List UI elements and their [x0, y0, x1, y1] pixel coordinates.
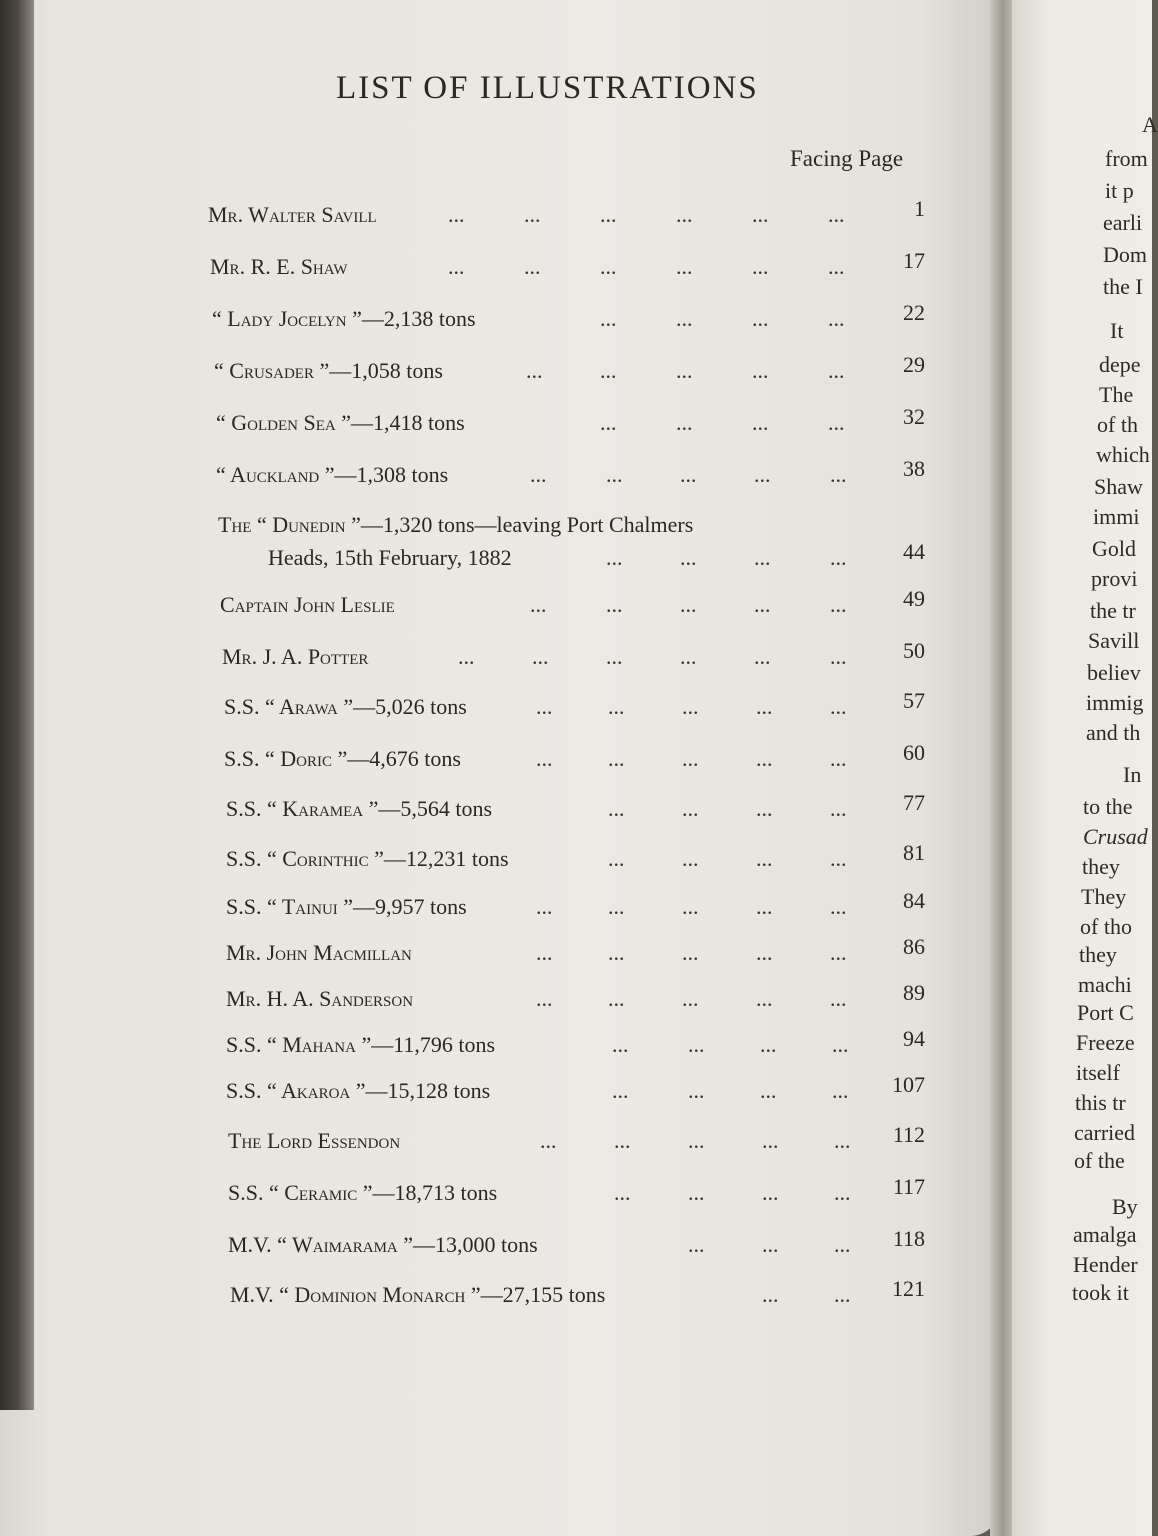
- entry-caption: [222, 642, 368, 672]
- entry-page-number: 117: [892, 1174, 925, 1199]
- leader-dots: ...: [600, 306, 617, 331]
- right-page-text-fragment: carried: [1074, 1120, 1136, 1145]
- leader-dots: ...: [448, 254, 465, 279]
- leader-dots: ...: [540, 1128, 557, 1153]
- leader-dots: ...: [754, 545, 771, 570]
- leader-dots: ...: [762, 1282, 779, 1307]
- entry-page-number: 22: [903, 300, 925, 325]
- entry-caption: [228, 1230, 538, 1260]
- entry-title: Golden Sea: [225, 410, 336, 435]
- entry-caption: [226, 984, 413, 1014]
- illustration-entry: [0, 1072, 1000, 1106]
- leader-dots: ...: [760, 1078, 777, 1103]
- leader-dots: ...: [754, 462, 771, 487]
- entry-prefix: Mr.: [210, 254, 246, 279]
- entry-prefix: S.S. “: [226, 1078, 277, 1103]
- entry-suffix: ”—1,418 tons: [335, 410, 465, 435]
- leader-dots: ...: [682, 746, 699, 771]
- leader-dots: ...: [536, 894, 553, 919]
- entry-title: Lady Jocelyn: [221, 306, 347, 331]
- leader-dots: ...: [612, 1078, 629, 1103]
- right-page-text-fragment: Dom: [1103, 242, 1147, 267]
- leader-dots: ...: [760, 1032, 777, 1057]
- entry-caption: [226, 844, 509, 874]
- entry-suffix: ”—5,564 tons: [363, 796, 493, 821]
- illustration-entry: [0, 790, 1000, 824]
- right-page-text-fragment: machi: [1078, 972, 1132, 997]
- illustration-entry: [0, 1174, 1000, 1208]
- entry-suffix: ”—1,308 tons: [319, 462, 449, 487]
- right-page-text-fragment: and th: [1086, 720, 1141, 745]
- entry-title: Mahana: [276, 1032, 356, 1057]
- entry-caption: [212, 304, 476, 334]
- entry-caption: [224, 744, 461, 774]
- entry-title: Corinthic: [276, 846, 369, 871]
- illustration-entry: [0, 934, 1000, 968]
- right-page-text-fragment: Savill: [1088, 628, 1140, 653]
- illustration-entry: [0, 300, 1000, 334]
- leader-dots: ...: [762, 1180, 779, 1205]
- leader-dots: ...: [676, 254, 693, 279]
- right-page-text-fragment: of th: [1097, 412, 1138, 437]
- leader-dots: ...: [530, 592, 547, 617]
- entry-title: H. A. Sanderson: [261, 986, 414, 1011]
- entry-prefix: S.S. “: [228, 1180, 279, 1205]
- right-page-text-fragment: The: [1099, 382, 1134, 407]
- leader-dots: ...: [526, 358, 543, 383]
- leader-dots: ...: [834, 1180, 851, 1205]
- leader-dots: ...: [830, 796, 847, 821]
- right-page-text-fragment: from: [1105, 146, 1148, 171]
- leader-dots: ...: [608, 894, 625, 919]
- illustration-entry: [0, 352, 1000, 386]
- leader-dots: ...: [682, 940, 699, 965]
- illustration-entry: [0, 840, 1000, 874]
- entry-caption: [226, 794, 492, 824]
- entry-page-number: 84: [903, 888, 925, 913]
- leader-dots: ...: [680, 545, 697, 570]
- entry-caption: [228, 1126, 400, 1156]
- leader-dots: ...: [830, 592, 847, 617]
- right-page-text-fragment: depe: [1099, 352, 1141, 377]
- right-page-text-fragment: Crusad: [1083, 824, 1148, 849]
- right-page-text-fragment: this tr: [1075, 1090, 1126, 1115]
- leader-dots: ...: [754, 592, 771, 617]
- illustration-entry: [0, 510, 1000, 570]
- leader-dots: ...: [832, 1078, 849, 1103]
- entry-page-number: 121: [892, 1276, 925, 1301]
- right-page-text-fragment: By: [1112, 1194, 1138, 1219]
- entry-prefix: S.S. “: [224, 746, 275, 771]
- entry-prefix: Mr.: [222, 644, 258, 669]
- entry-suffix: ”—27,155 tons: [465, 1282, 606, 1307]
- entry-prefix: “: [212, 306, 222, 331]
- leader-dots: ...: [606, 462, 623, 487]
- leader-dots: ...: [756, 694, 773, 719]
- entry-page-number: 29: [903, 352, 925, 377]
- entry-caption: [210, 252, 348, 282]
- leader-dots: ...: [834, 1282, 851, 1307]
- right-page-text-fragment: they: [1082, 854, 1120, 879]
- entry-title: Doric: [274, 746, 332, 771]
- leader-dots: ...: [830, 694, 847, 719]
- entry-caption: [226, 938, 412, 968]
- leader-dots: ...: [688, 1128, 705, 1153]
- leader-dots: ...: [756, 746, 773, 771]
- leader-dots: ...: [606, 592, 623, 617]
- entry-prefix: S.S. “: [226, 894, 277, 919]
- leader-dots: ...: [834, 1128, 851, 1153]
- leader-dots: ...: [830, 462, 847, 487]
- leader-dots: ...: [756, 796, 773, 821]
- right-page-text-fragment: Gold: [1092, 536, 1136, 561]
- entry-title: Waimarama: [286, 1232, 398, 1257]
- leader-dots: ...: [830, 846, 847, 871]
- right-page-text-fragment: In: [1123, 762, 1142, 787]
- entry-title: Lord Essendon: [261, 1128, 401, 1153]
- entry-page-number: 89: [903, 980, 925, 1005]
- entry-page-number: 118: [892, 1226, 925, 1251]
- entry-prefix: Mr.: [208, 202, 244, 227]
- entry-title: Karamea: [276, 796, 364, 821]
- entry-suffix: ”—5,026 tons: [337, 694, 467, 719]
- illustration-entry: [0, 456, 1000, 490]
- leader-dots: ...: [608, 846, 625, 871]
- entry-caption-continued: Heads, 15th February, 1882: [268, 545, 512, 570]
- leader-dots: ...: [682, 986, 699, 1011]
- right-page-text-fragment: amalga: [1073, 1222, 1137, 1247]
- illustration-entry: [0, 586, 1000, 620]
- leader-dots: ...: [682, 846, 699, 871]
- entry-caption: [218, 510, 693, 540]
- leader-dots: ...: [756, 894, 773, 919]
- entry-page-number: 17: [903, 248, 925, 273]
- leader-dots: ...: [682, 894, 699, 919]
- right-page-text-fragment: Shaw: [1094, 474, 1143, 499]
- leader-dots: ...: [612, 1032, 629, 1057]
- leader-dots: ...: [830, 986, 847, 1011]
- entry-title: Ceramic: [278, 1180, 358, 1205]
- entry-suffix: ”—18,713 tons: [357, 1180, 498, 1205]
- right-page-text-fragment: the I: [1103, 274, 1143, 299]
- leader-dots: ...: [756, 846, 773, 871]
- right-page-text-fragment: They: [1081, 884, 1127, 909]
- leader-dots: ...: [752, 254, 769, 279]
- leader-dots: ...: [536, 694, 553, 719]
- leader-dots: ...: [524, 202, 541, 227]
- leader-dots: ...: [688, 1180, 705, 1205]
- leader-dots: ...: [676, 358, 693, 383]
- entry-caption: [216, 408, 465, 438]
- leader-dots: ...: [680, 644, 697, 669]
- right-page-text-fragment: of tho: [1080, 914, 1132, 939]
- leader-dots: ...: [830, 894, 847, 919]
- entry-prefix: Mr.: [226, 940, 262, 965]
- leader-dots: ...: [676, 306, 693, 331]
- illustration-entry: [0, 1026, 1000, 1060]
- right-page-text-fragment: A: [1142, 112, 1158, 137]
- entry-prefix: S.S. “: [226, 1032, 277, 1057]
- entry-caption: [226, 1030, 495, 1060]
- entry-caption: [220, 590, 395, 620]
- leader-dots: ...: [600, 358, 617, 383]
- entry-prefix: “: [214, 358, 224, 383]
- leader-dots: ...: [614, 1180, 631, 1205]
- entry-suffix: ”—15,128 tons: [350, 1078, 491, 1103]
- entry-prefix: Captain: [220, 592, 289, 617]
- entry-prefix: S.S. “: [224, 694, 275, 719]
- leader-dots: ...: [682, 694, 699, 719]
- leader-dots: ...: [600, 254, 617, 279]
- entry-prefix: S.S. “: [226, 846, 277, 871]
- right-page-text-fragment: which: [1096, 442, 1150, 467]
- leader-dots: ...: [756, 986, 773, 1011]
- right-page-text-fragment: believ: [1087, 660, 1141, 685]
- leader-dots: ...: [606, 545, 623, 570]
- illustration-entry: [0, 196, 1000, 230]
- entry-prefix: “: [216, 410, 226, 435]
- illustration-entry: [0, 248, 1000, 282]
- leader-dots: ...: [828, 306, 845, 331]
- entry-page-number: 44: [903, 539, 925, 564]
- right-page-text-fragment: itself: [1076, 1060, 1120, 1085]
- illustration-entry: [0, 404, 1000, 438]
- right-page-text-fragment: immig: [1086, 690, 1144, 715]
- entry-title: “ Dunedin: [251, 512, 346, 537]
- right-page-text-fragment: It: [1110, 318, 1124, 343]
- illustration-entry: [0, 638, 1000, 672]
- entry-suffix: ”—11,796 tons: [355, 1032, 496, 1057]
- entry-title: John Macmillan: [261, 940, 412, 965]
- leader-dots: ...: [600, 202, 617, 227]
- leader-dots: ...: [530, 462, 547, 487]
- leader-dots: ...: [832, 1032, 849, 1057]
- right-page-text-fragment: it p: [1105, 178, 1134, 203]
- leader-dots: ...: [830, 940, 847, 965]
- right-page: [1012, 0, 1158, 1536]
- leader-dots: ...: [688, 1032, 705, 1057]
- leader-dots: ...: [532, 644, 549, 669]
- entry-page-number: 81: [903, 840, 925, 865]
- entry-prefix: “: [216, 462, 226, 487]
- entry-title: Tainui: [276, 894, 338, 919]
- leader-dots: ...: [752, 202, 769, 227]
- leader-dots: ...: [536, 986, 553, 1011]
- page-title: LIST OF ILLUSTRATIONS: [336, 70, 759, 106]
- illustration-entry: [0, 688, 1000, 722]
- leader-dots: ...: [830, 644, 847, 669]
- entry-caption: [228, 1178, 497, 1208]
- illustration-entry: [0, 1226, 1000, 1260]
- entry-prefix: The: [218, 512, 252, 537]
- leader-dots: ...: [680, 592, 697, 617]
- entry-caption: [230, 1280, 605, 1310]
- entry-page-number: 57: [903, 688, 925, 713]
- leader-dots: ...: [828, 254, 845, 279]
- leader-dots: ...: [608, 986, 625, 1011]
- leader-dots: ...: [752, 410, 769, 435]
- leader-dots: ...: [754, 644, 771, 669]
- entry-title: Crusader: [223, 358, 314, 383]
- facing-page-header: Facing Page: [790, 146, 904, 171]
- leader-dots: ...: [752, 358, 769, 383]
- leader-dots: ...: [676, 410, 693, 435]
- leader-dots: ...: [834, 1232, 851, 1257]
- leader-dots: ...: [608, 796, 625, 821]
- entry-suffix: ”—2,138 tons: [346, 306, 476, 331]
- entry-page-number: 60: [903, 740, 925, 765]
- entry-suffix: ”—1,320 tons—leaving Port Chalmers: [345, 512, 694, 537]
- leader-dots: ...: [608, 746, 625, 771]
- entry-page-number: 32: [903, 404, 925, 429]
- entry-prefix: Mr.: [226, 986, 262, 1011]
- leader-dots: ...: [752, 306, 769, 331]
- leader-dots: ...: [830, 746, 847, 771]
- entry-title: R. E. Shaw: [245, 254, 348, 279]
- entry-title: Dominion Monarch: [288, 1282, 466, 1307]
- illustration-entry: [0, 980, 1000, 1014]
- illustration-entry: [0, 740, 1000, 774]
- entry-page-number: 1: [914, 196, 925, 221]
- entry-prefix: The: [228, 1128, 262, 1153]
- entry-page-number: 49: [903, 586, 925, 611]
- leader-dots: ...: [458, 644, 475, 669]
- entry-page-number: 77: [903, 790, 925, 815]
- right-page-text-fragment: to the: [1083, 794, 1133, 819]
- illustration-entry: [0, 888, 1000, 922]
- entry-suffix: ”—1,058 tons: [313, 358, 443, 383]
- entry-page-number: 38: [903, 456, 925, 481]
- entry-page-number: 86: [903, 934, 925, 959]
- entry-suffix: ”—12,231 tons: [368, 846, 509, 871]
- leader-dots: ...: [606, 644, 623, 669]
- leader-dots: ...: [680, 462, 697, 487]
- leader-dots: ...: [682, 796, 699, 821]
- leader-dots: ...: [600, 410, 617, 435]
- entry-page-number: 107: [892, 1072, 925, 1097]
- leader-dots: ...: [828, 202, 845, 227]
- right-page-text-fragment: Hender: [1073, 1252, 1138, 1277]
- leader-dots: ...: [448, 202, 465, 227]
- entry-prefix: M.V. “: [228, 1232, 287, 1257]
- entry-prefix: M.V. “: [230, 1282, 289, 1307]
- leader-dots: ...: [524, 254, 541, 279]
- leader-dots: ...: [828, 358, 845, 383]
- leader-dots: ...: [608, 940, 625, 965]
- entry-suffix: ”—4,676 tons: [331, 746, 461, 771]
- entry-suffix: ”—9,957 tons: [337, 894, 467, 919]
- illustration-entry: [0, 1122, 1000, 1156]
- entry-page-number: 50: [903, 638, 925, 663]
- entry-title: Arawa: [274, 694, 338, 719]
- leader-dots: ...: [676, 202, 693, 227]
- entry-caption: [226, 892, 467, 922]
- entry-caption: [226, 1076, 490, 1106]
- entry-title: Walter Savill: [243, 202, 377, 227]
- right-page-text-fragment: took it: [1072, 1280, 1129, 1305]
- leader-dots: ...: [830, 545, 847, 570]
- entry-title: John Leslie: [288, 592, 395, 617]
- leader-dots: ...: [688, 1078, 705, 1103]
- entry-suffix: ”—13,000 tons: [397, 1232, 538, 1257]
- entry-title: J. A. Potter: [257, 644, 369, 669]
- entry-caption: [208, 200, 377, 230]
- leader-dots: ...: [608, 694, 625, 719]
- entry-prefix: S.S. “: [226, 796, 277, 821]
- entry-page-number: 112: [892, 1122, 925, 1147]
- leader-dots: ...: [536, 746, 553, 771]
- illustration-entry: [0, 1276, 1000, 1310]
- leader-dots: ...: [536, 940, 553, 965]
- right-page-text-fragment: Port C: [1077, 1000, 1134, 1025]
- entry-caption: [224, 692, 467, 722]
- entry-title: Auckland: [225, 462, 320, 487]
- entry-caption: [214, 356, 443, 386]
- right-page-text-fragment: provi: [1091, 566, 1138, 591]
- entry-page-number: 94: [903, 1026, 925, 1051]
- entry-title: Akaroa: [276, 1078, 351, 1103]
- leader-dots: ...: [762, 1232, 779, 1257]
- leader-dots: ...: [614, 1128, 631, 1153]
- right-page-text-fragment: of the: [1074, 1148, 1125, 1173]
- right-page-text-fragment: they: [1079, 942, 1117, 967]
- entry-caption: [216, 460, 448, 490]
- right-page-text-fragment: the tr: [1090, 598, 1136, 623]
- right-page-text-fragment: immi: [1093, 504, 1140, 529]
- leader-dots: ...: [828, 410, 845, 435]
- right-page-text-fragment: earli: [1103, 210, 1143, 235]
- leader-dots: ...: [762, 1128, 779, 1153]
- leader-dots: ...: [756, 940, 773, 965]
- right-page-text-fragment: Freeze: [1076, 1030, 1135, 1055]
- leader-dots: ...: [688, 1232, 705, 1257]
